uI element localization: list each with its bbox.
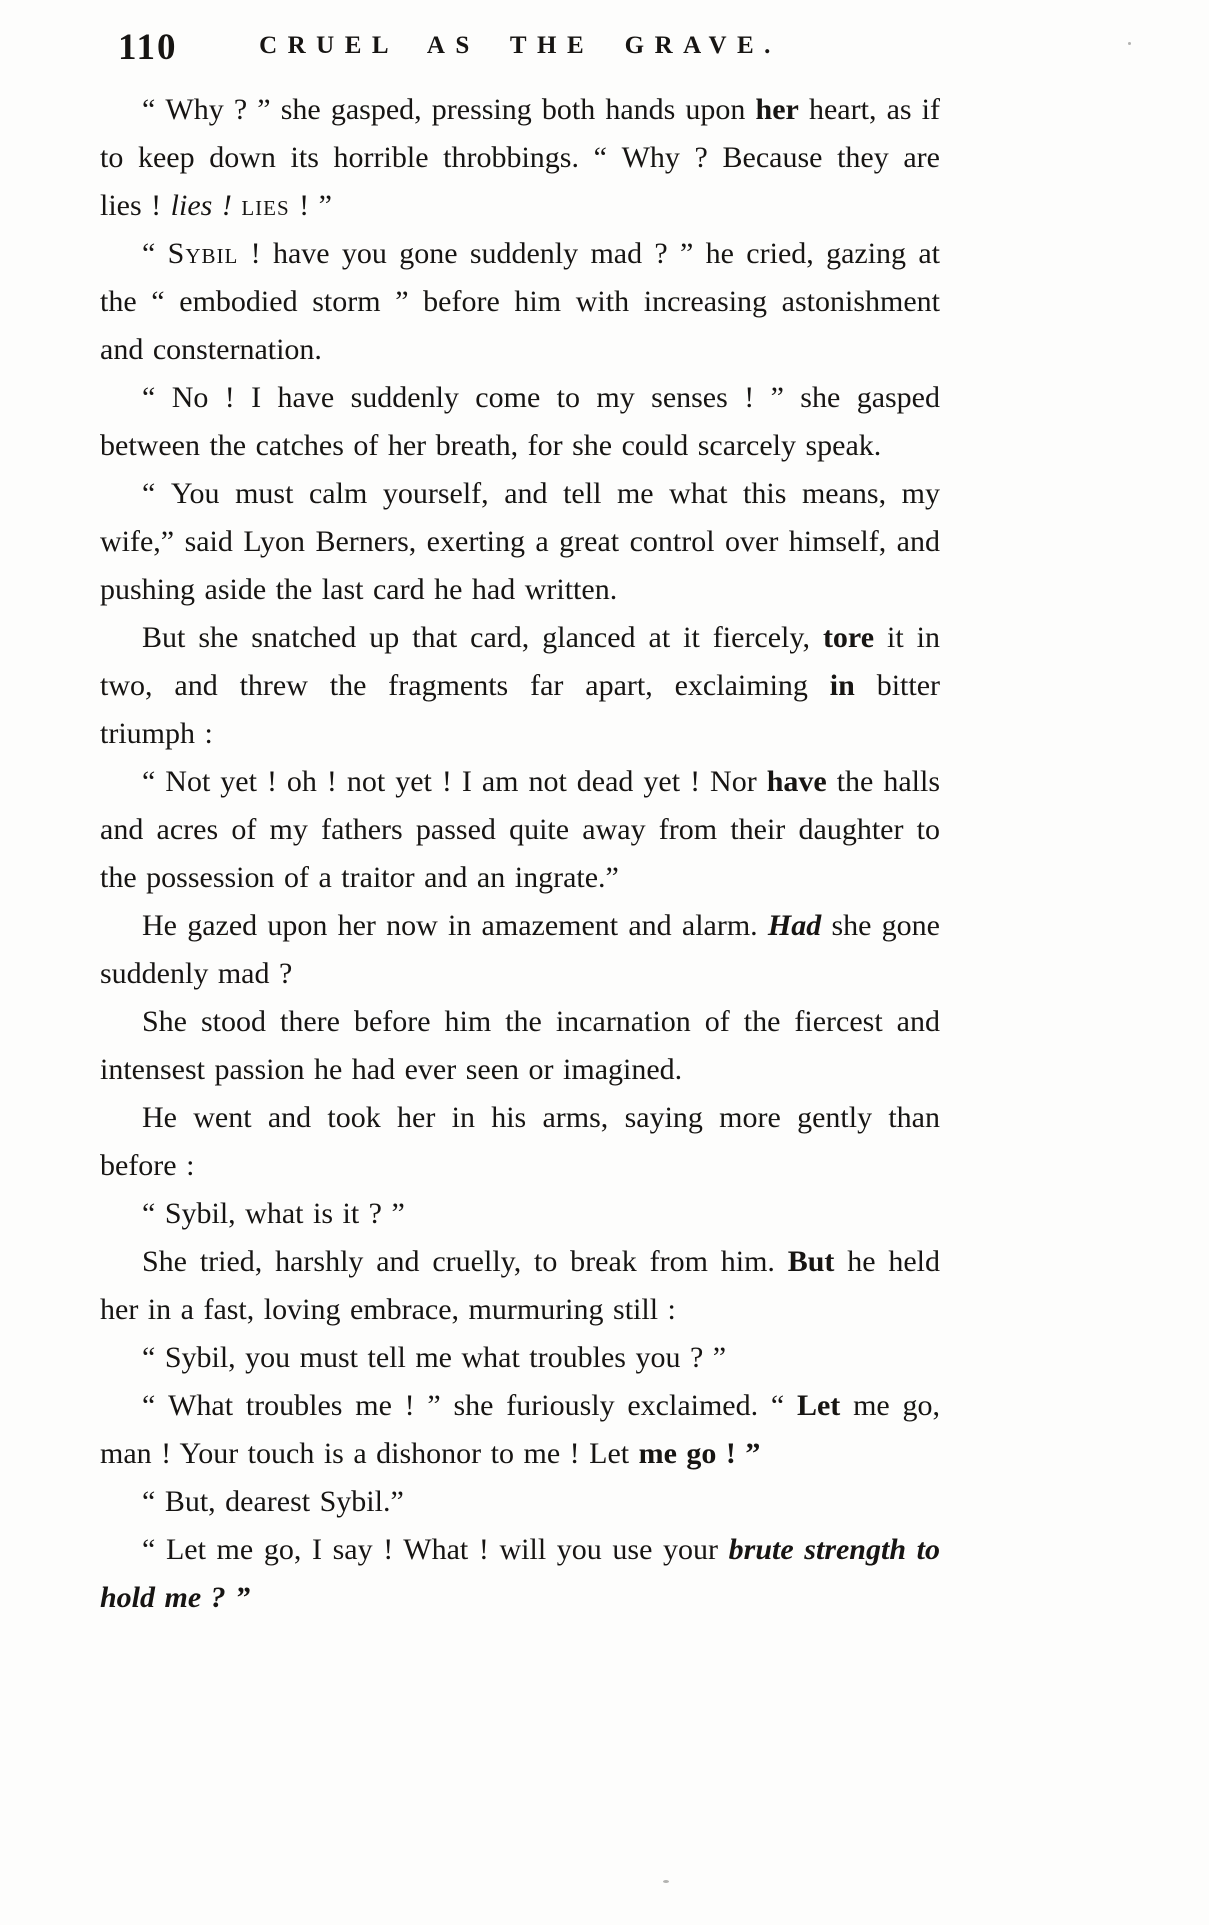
paragraph bbox=[100, 1238, 940, 1334]
paragraph bbox=[100, 1094, 940, 1190]
text-segment: He gazed upon her now in amazement and alarm. bbox=[142, 909, 768, 942]
text-segment: “ No ! I have suddenly come to my senses ! ” she gasped between the catches of her breath, for she could scarcely speak. bbox=[100, 381, 940, 462]
page-header bbox=[100, 26, 940, 72]
text-segment: she gone suddenly mad ? bbox=[100, 909, 940, 990]
text-segment: Let bbox=[796, 1389, 841, 1422]
text-segment: ! ” bbox=[289, 189, 332, 222]
text-segment: the halls and acres of my fathers passed quite away from their daughter to the possession of a traitor and an ingrate.” bbox=[100, 765, 940, 894]
text-segment: have bbox=[766, 765, 827, 798]
text-segment: “ But, dearest Sybil.” bbox=[142, 1485, 404, 1518]
text-segment: But bbox=[787, 1245, 835, 1278]
paragraph bbox=[100, 1190, 940, 1238]
page-number: 110 bbox=[118, 27, 178, 68]
paragraph bbox=[100, 1334, 940, 1382]
text-segment: bitter triumph : bbox=[100, 669, 940, 750]
text-segment: “ What troubles me ! ” she furiously exclaimed. “ bbox=[142, 1389, 797, 1422]
scan-speck bbox=[1128, 42, 1131, 45]
text-segment: go ! ” bbox=[686, 1437, 761, 1470]
text-segment: “ Sybil, you must tell me what troubles you ? ” bbox=[142, 1341, 727, 1374]
text-segment: He went and took her in his arms, saying more gently than before : bbox=[100, 1101, 940, 1182]
text-segment: her bbox=[755, 93, 799, 126]
text-segment: in bbox=[829, 669, 855, 702]
page-body bbox=[100, 86, 940, 1622]
text-segment: “ Why ? ” she gasped, pressing both hands upon bbox=[142, 93, 756, 126]
text-segment: he held her in a fast, loving embrace, murmuring still : bbox=[100, 1245, 940, 1326]
running-title: CRUEL AS THE GRAVE. bbox=[259, 32, 781, 59]
paragraph bbox=[100, 1526, 940, 1622]
text-segment: Had bbox=[767, 909, 822, 942]
text-segment: brute strength to hold me ? ” bbox=[100, 1533, 940, 1614]
text-segment: “ Let me go, I say ! What ! will you use your bbox=[142, 1533, 729, 1566]
text-segment: Sybil bbox=[167, 237, 239, 270]
text-segment: “ Sybil, what is it ? ” bbox=[142, 1197, 405, 1230]
text-segment: lies bbox=[241, 189, 290, 222]
text-segment: “ You must calm yourself, and tell me what this means, my wife,” said Lyon Berners, exerting a great control over himself, and pushing aside the last card he had written. bbox=[100, 477, 940, 606]
text-segment: She stood there before him the incarnation of the fiercest and intensest passion he had ever seen or imagined. bbox=[100, 1005, 940, 1086]
text-segment: But she snatched up that card, glanced at it fiercely, bbox=[142, 621, 823, 654]
paragraph bbox=[100, 86, 940, 230]
paragraph bbox=[100, 1478, 940, 1526]
text-segment bbox=[232, 189, 242, 222]
scan-speck bbox=[663, 1880, 669, 1883]
text-segment: me bbox=[638, 1437, 677, 1470]
text-segment: heart, as if to keep down its horrible throbbings. “ Why ? Because they are lies ! bbox=[100, 93, 940, 222]
paragraph bbox=[100, 1382, 940, 1478]
text-segment: me go, man ! Your touch is a dishonor to me ! Let bbox=[100, 1389, 940, 1470]
paragraph bbox=[100, 374, 940, 470]
text-segment bbox=[677, 1437, 687, 1470]
paragraph bbox=[100, 614, 940, 758]
paragraph bbox=[100, 902, 940, 998]
text-segment: ! have you gone suddenly mad ? ” he cried, gazing at the “ embodied storm ” before him with increasing astonishment and consternation. bbox=[100, 237, 940, 366]
paragraph bbox=[100, 230, 940, 374]
text-segment: it in two, and threw the fragments far apart, exclaiming bbox=[100, 621, 940, 702]
text-segment: She tried, harshly and cruelly, to break from him. bbox=[142, 1245, 788, 1278]
paragraph bbox=[100, 758, 940, 902]
text-segment: lies ! bbox=[170, 189, 232, 222]
text-segment: tore bbox=[822, 621, 875, 654]
paragraph bbox=[100, 998, 940, 1094]
paragraph bbox=[100, 470, 940, 614]
text-segment: “ bbox=[142, 237, 168, 270]
text-segment: “ Not yet ! oh ! not yet ! I am not dead yet ! Nor bbox=[142, 765, 767, 798]
